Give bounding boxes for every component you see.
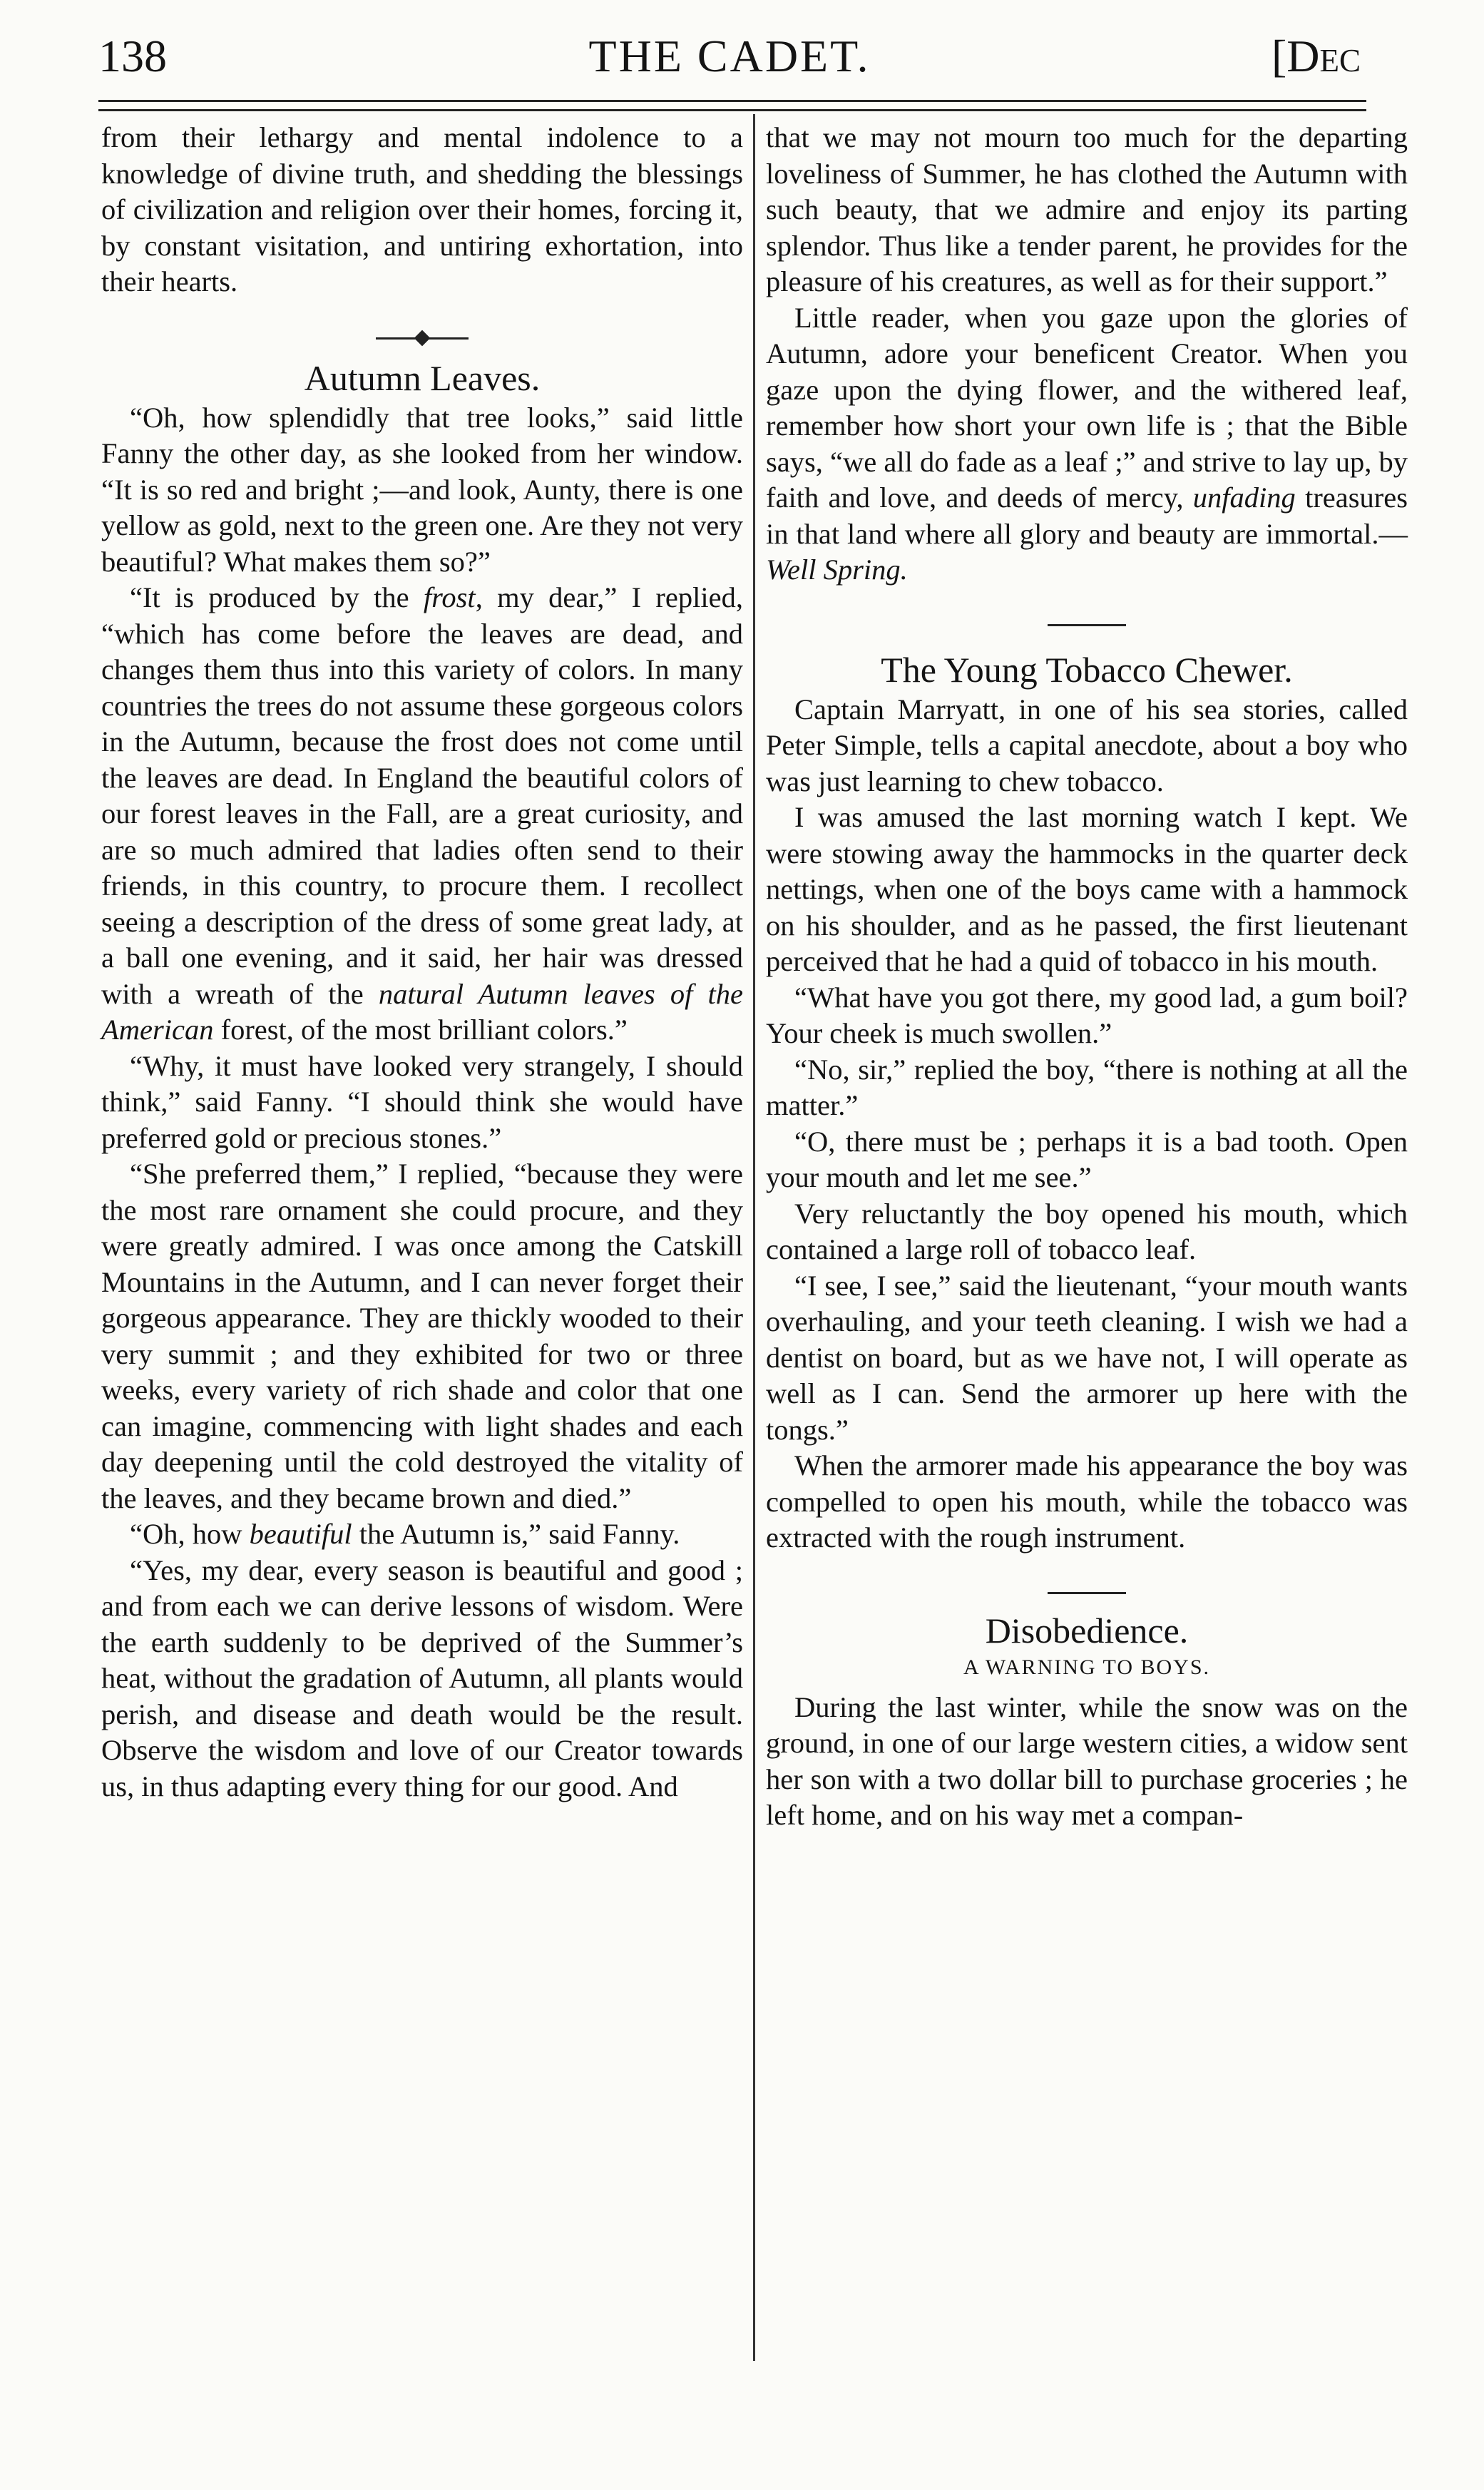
article-subtitle: A WARNING TO BOYS. — [963, 1655, 1211, 1679]
paragraph: I was amused the last morning watch I kept. We were stowing away the hammocks in the quarter deck nettings, when one of the boys came with a hammock on his shoulder, and as he passed, the first lieutenant perceived that he had a quid of tobacco in his mouth. — [766, 801, 1408, 977]
article-title-disobedience: Disobedience. — [985, 1610, 1189, 1650]
paragraph: “Oh, how beautiful the Autumn is,” said Fanny. — [130, 1518, 680, 1550]
paragraph: “No, sir,” replied the boy, “there is nothing at all the matter.” — [766, 1053, 1408, 1121]
paragraph: “I see, I see,” said the lieutenant, “your mouth wants overhauling, and your teeth cleaning. I wish we had a dentist on board, but as we have not, I will operate as well as I can. Send the armorer up here with the tongs.” — [766, 1269, 1408, 1446]
left-column — [101, 120, 743, 1805]
paragraph: “Why, it must have looked very strangely, I should think,” said Fanny. “I should think she would have preferred gold or precious stones.” — [101, 1049, 743, 1154]
paragraph: During the last winter, while the snow was on the ground, in one of our large western cities, a widow sent her son with a two dollar bill to purchase groceries ; he left home, and on his way met a compan- — [766, 1690, 1408, 1831]
paragraph: “Oh, how splendidly that tree looks,” said little Fanny the other day, as she looked from her window. “It is so red and bright ;—and look, Aunty, there is one yellow as gold, next to the green one. Are they not very beautiful? What makes them so?” — [101, 401, 743, 578]
article-title-autumn-leaves: Autumn Leaves. — [304, 357, 541, 398]
paragraph: “It is produced by the frost, my dear,” I replied, “which has come before the leaves are dead, and changes them thus into this variety of colors. In many countries the trees do not assume these gorgeous colors in the Autumn, because the frost does not come until the leaves are dead. In England the beautiful colors of our forest leaves in the Fall, are a great curiosity, and are so much admired that ladies often send to their friends, in this country, to procure them. I recollect seeing a description of the dress of some great lady, at a ball one evening, and it said, her hair was dressed with a wreath of the natural Autumn leaves of the American forest, of the most brilliant colors.” — [101, 581, 743, 1046]
running-title: THE CADET. — [588, 31, 871, 81]
paragraph: “What have you got there, my good lad, a gum boil? Your cheek is much swollen.” — [766, 981, 1408, 1049]
page-number: 138 — [98, 31, 167, 81]
paragraph: “She preferred them,” I replied, “because they were the most rare ornament she could procure, and they were greatly admired. I was once among the Catskill Mountains in the Autumn, and I can never forget their gorgeous appearance. They are thickly wooded to their very summit ; and they exhibited for two or three weeks, every variety of rich shade and color that one can imagine, commencing with light shades and each day deepening until the cold destroyed the vitality of the leaves, and they became brown and died.” — [101, 1158, 743, 1514]
article-title-tobacco-chewer: The Young Tobacco Chewer. — [881, 649, 1293, 690]
paragraph: that we may not mourn too much for the departing loveliness of Summer, he has clothed the Autumn with such beauty, that we admire and enjoy its parting splendor. Thus like a tender parent, he provides for the pleasure of his creatures, as well as for their support.” — [766, 121, 1408, 297]
paragraph: Captain Marryatt, in one of his sea stories, called Peter Simple, tells a capital anecdote, about a boy who was just learning to chew tobacco. — [766, 693, 1408, 797]
right-column — [766, 120, 1408, 1834]
paragraph: Little reader, when you gaze upon the glories of Autumn, adore your beneficent Creator. When you gaze upon the dying flower, and the withered leaf, remember how short your own life is ; that the Bible says, “we all do fade as a leaf ;” and strive to lay up, by faith and love, and deeds of mercy, unfading treasures in that land where all glory and beauty are immortal.— Well Spring. — [766, 301, 1408, 586]
column-divider — [753, 114, 755, 2361]
paragraph: When the armorer made his appearance the boy was compelled to open his mouth, while the tobacco was extracted with the rough instrument. — [766, 1449, 1408, 1553]
paragraph: “Yes, my dear, every season is beautiful and good ; and from each we can derive lessons of wisdom. Were the earth suddenly to be deprived of the Summer’s heat, without the gradation of Autumn, all plants would perish, and disease and death would be the result. Observe the wisdom and love of our Creator towards us, in thus adapting every thing for our good. And — [101, 1553, 743, 1802]
header-double-rule — [98, 100, 1366, 111]
paragraph: Very reluctantly the boy opened his mouth, which contained a large roll of tobacco leaf. — [766, 1197, 1408, 1265]
section-ornament — [101, 325, 743, 353]
running-header — [98, 30, 1361, 87]
continued-paragraph: from their lethargy and mental indolence to a knowledge of divine truth, and shedding the blessings of civilization and religion over their homes, forcing it, by constant visitation, and untiring exhortation, into their hearts. — [101, 121, 743, 297]
running-month: [Dec — [1271, 31, 1361, 81]
source-credit: Well Spring. — [766, 553, 908, 586]
paragraph: “O, there must be ; perhaps it is a bad tooth. Open your mouth and let me see.” — [766, 1125, 1408, 1193]
